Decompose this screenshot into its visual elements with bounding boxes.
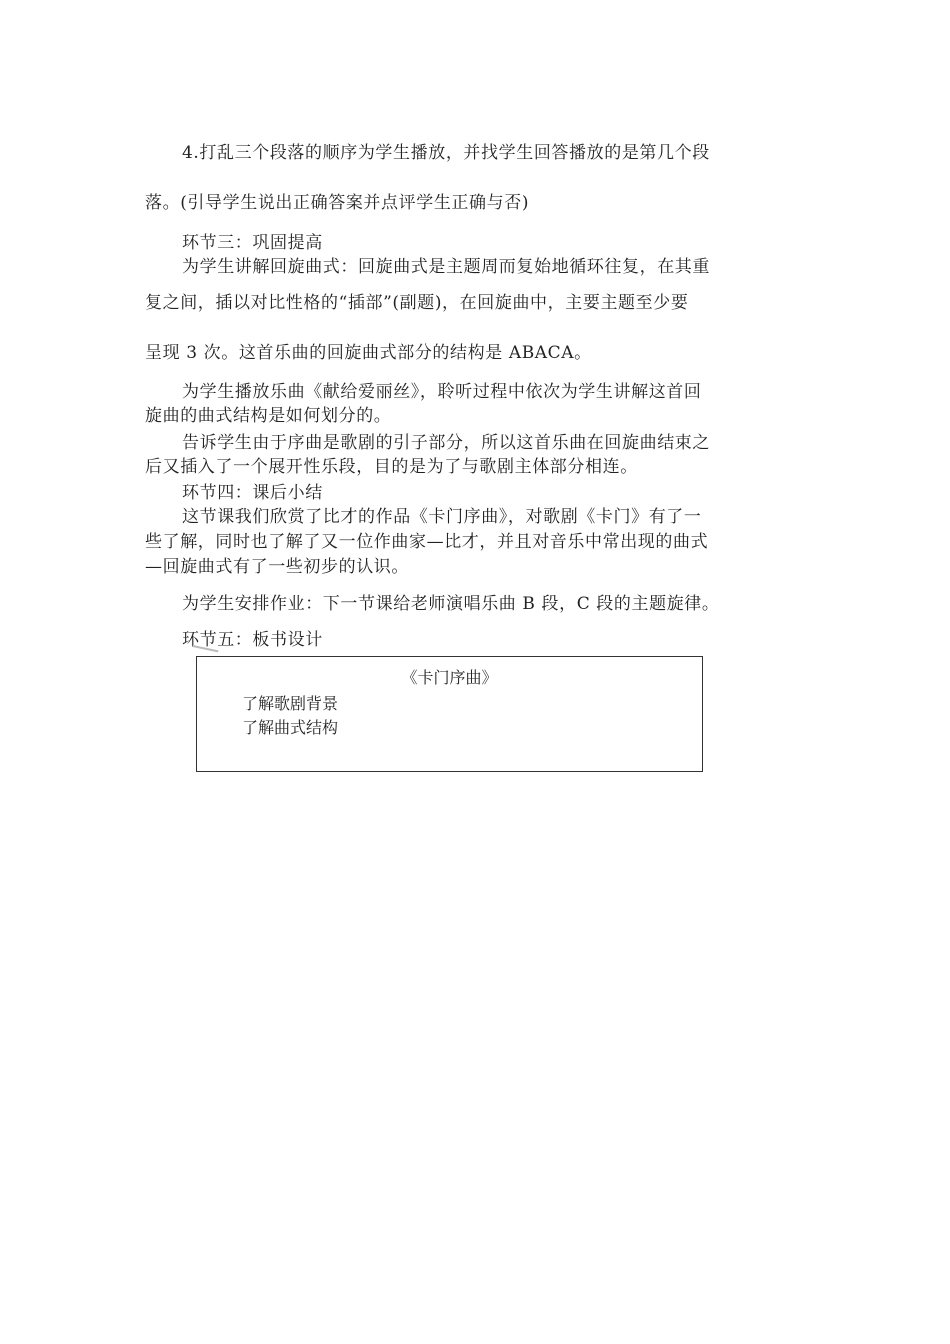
paragraph-line: 呈现 3 次。这首乐曲的回旋曲式部分的结构是 ABACA。 [145,343,592,363]
paragraph-line: 旋曲的曲式结构是如何划分的。 [145,406,392,426]
section-heading: 环节四：课后小结 [182,483,323,503]
section-heading: 环节三：巩固提高 [182,233,323,253]
paragraph-line: 为学生讲解回旋曲式：回旋曲式是主题周而复始地循环往复，在其重 [182,257,710,277]
board-item: 了解曲式结构 [242,718,339,737]
paragraph-line: 些了解，同时也了解了又一位作曲家—比才，并且对音乐中常出现的曲式 [145,532,709,552]
paragraph-line: 为学生安排作业：下一节课给老师演唱乐曲 B 段，C 段的主题旋律。 [182,594,720,614]
blackboard-design-box [196,656,703,772]
paragraph-line: 后又插入了一个展开性乐段，目的是为了与歌剧主体部分相连。 [145,457,638,477]
paragraph-line: —回旋曲式有了一些初步的认识。 [145,557,409,577]
board-title: 《卡门序曲》 [401,668,498,687]
paragraph-line: 这节课我们欣赏了比才的作品《卡门序曲》，对歌剧《卡门》有了一 [182,507,702,527]
paragraph-line: 落。(引导学生说出正确答案并点评学生正确与否) [145,193,530,213]
paragraph-line: 为学生播放乐曲《献给爱丽丝》，聆听过程中依次为学生讲解这首回 [182,382,702,402]
section-heading: 环节五：板书设计 [182,630,323,650]
paragraph-line: 复之间，插以对比性格的“插部”(副题)，在回旋曲中，主要主题至少要 [145,293,689,313]
board-item: 了解歌剧背景 [242,694,339,713]
paragraph-line: 告诉学生由于序曲是歌剧的引子部分，所以这首乐曲在回旋曲结束之 [182,433,710,453]
paragraph-line: 4.打乱三个段落的顺序为学生播放，并找学生回答播放的是第几个段 [182,143,710,163]
